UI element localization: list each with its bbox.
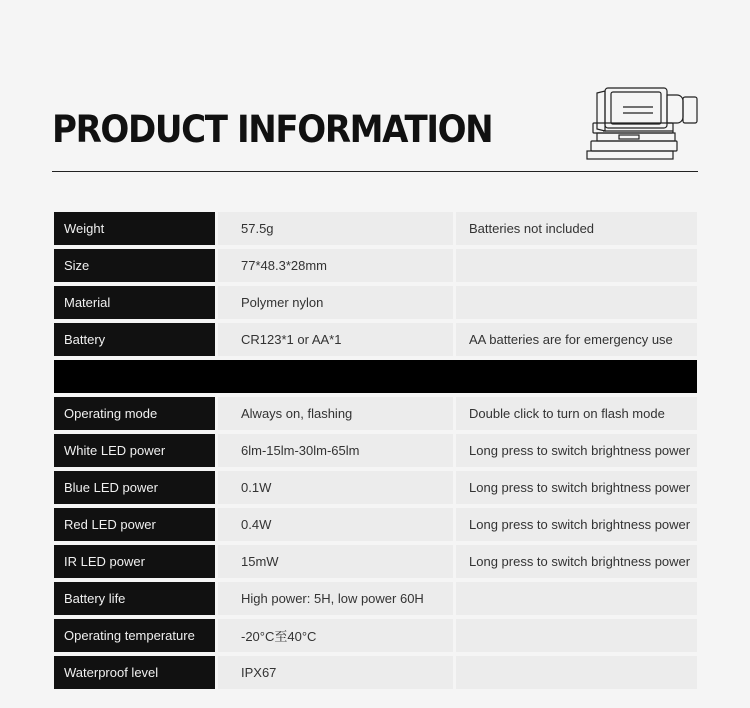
spec-row-white-led-power bbox=[54, 434, 697, 467]
spec-value: 77*48.3*28mm bbox=[218, 249, 453, 282]
spec-note bbox=[456, 286, 697, 319]
spec-value: 0.4W bbox=[218, 508, 453, 541]
spec-value: 15mW bbox=[218, 545, 453, 578]
spec-row-battery bbox=[54, 323, 697, 356]
spec-row-material bbox=[54, 286, 697, 319]
spec-note: Long press to switch brightness power bbox=[456, 545, 697, 578]
spec-label: White LED power bbox=[54, 434, 215, 467]
spec-label: Size bbox=[54, 249, 215, 282]
spec-note bbox=[456, 249, 697, 282]
spec-value: CR123*1 or AA*1 bbox=[218, 323, 453, 356]
spec-label: Battery life bbox=[54, 582, 215, 615]
spec-label: Material bbox=[54, 286, 215, 319]
spec-row-size bbox=[54, 249, 697, 282]
spec-row-battery-life bbox=[54, 582, 697, 615]
spec-label: Battery bbox=[54, 323, 215, 356]
spec-row-waterproof-level bbox=[54, 656, 697, 689]
page-title: PRODUCT INFORMATION bbox=[52, 108, 493, 151]
spec-value: -20°C至40°C bbox=[218, 619, 453, 652]
spec-note: Long press to switch brightness power bbox=[456, 508, 697, 541]
spec-label: Blue LED power bbox=[54, 471, 215, 504]
spec-note: Double click to turn on flash mode bbox=[456, 397, 697, 430]
spec-label: Operating mode bbox=[54, 397, 215, 430]
spec-note bbox=[456, 582, 697, 615]
spec-note bbox=[456, 656, 697, 689]
spec-value: 6lm-15lm-30lm-65lm bbox=[218, 434, 453, 467]
spec-label: Waterproof level bbox=[54, 656, 215, 689]
spec-value: Always on, flashing bbox=[218, 397, 453, 430]
spec-note: Long press to switch brightness power bbox=[456, 434, 697, 467]
spec-note: Batteries not included bbox=[456, 212, 697, 245]
spec-value: IPX67 bbox=[218, 656, 453, 689]
spec-table bbox=[54, 208, 697, 693]
spec-value: High power: 5H, low power 60H bbox=[218, 582, 453, 615]
spec-row-red-led-power bbox=[54, 508, 697, 541]
title-divider bbox=[52, 171, 698, 172]
spec-note: AA batteries are for emergency use bbox=[456, 323, 697, 356]
flashlight-product-icon bbox=[583, 83, 699, 165]
spec-note: Long press to switch brightness power bbox=[456, 471, 697, 504]
spec-row-operating-mode bbox=[54, 397, 697, 430]
spec-value: 0.1W bbox=[218, 471, 453, 504]
spec-row-operating-temperature bbox=[54, 619, 697, 652]
spec-label: Weight bbox=[54, 212, 215, 245]
spec-row-blue-led-power bbox=[54, 471, 697, 504]
spec-row-weight bbox=[54, 212, 697, 245]
spec-value: 57.5g bbox=[218, 212, 453, 245]
section-divider-bar bbox=[54, 360, 697, 393]
spec-value: Polymer nylon bbox=[218, 286, 453, 319]
spec-label: Operating temperature bbox=[54, 619, 215, 652]
spec-label: Red LED power bbox=[54, 508, 215, 541]
spec-label: IR LED power bbox=[54, 545, 215, 578]
spec-note bbox=[456, 619, 697, 652]
spec-row-ir-led-power bbox=[54, 545, 697, 578]
